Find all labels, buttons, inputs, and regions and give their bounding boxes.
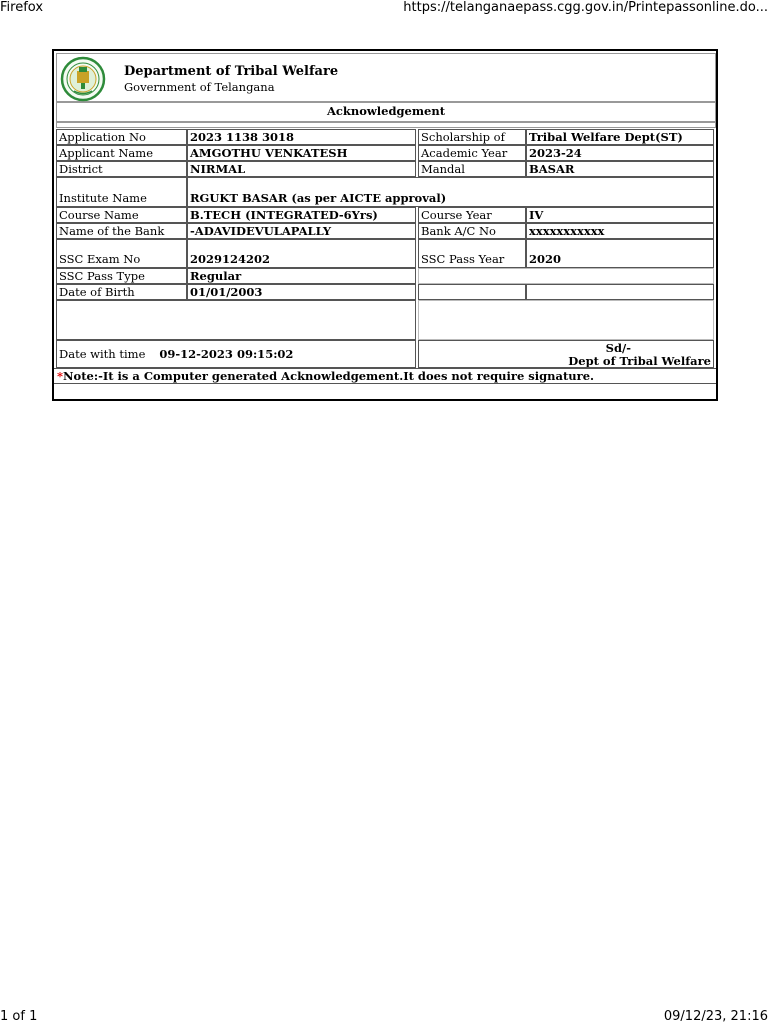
date-of-birth-label: Date of Birth [56,284,187,300]
applicant-name-value: AMGOTHU VENKATESH [187,145,416,161]
institute-name-value: RGUKT BASAR (as per AICTE approval) [190,191,447,205]
course-name-value: B.TECH (INTEGRATED-6Yrs) [187,207,416,223]
computer-generated-note [54,368,716,384]
ssc-exam-no-value: 2029124202 [190,252,271,266]
ssc-pass-type-value: Regular [187,268,416,284]
bank-name-label: Name of the Bank [56,223,187,239]
empty-cell [418,300,714,340]
scholarship-of-label: Scholarship of [418,129,526,145]
application-no-value: 2023 1138 3018 [187,129,416,145]
government-subtitle: Government of Telangana [124,80,275,94]
ssc-pass-year-value: 2020 [529,252,562,266]
ssc-pass-year-value-cell [526,239,714,268]
ssc-exam-no-label-cell [56,239,187,268]
acknowledgement-form [52,49,718,401]
applicant-name-label: Applicant Name [56,145,187,161]
institute-name-label-cell [56,177,187,207]
scholarship-of-value: Tribal Welfare Dept(ST) [526,129,714,145]
date-with-time-value: 09-12-2023 09:15:02 [159,346,294,361]
academic-year-value: 2023-24 [526,145,714,161]
department-header [56,53,716,102]
empty-cell [418,268,714,284]
ssc-pass-type-label: SSC Pass Type [56,268,187,284]
ssc-exam-no-value-cell [187,239,416,268]
signing-authority: Dept of Tribal Welfare [568,354,711,368]
bank-name-value: -ADAVIDEVULAPALLY [187,223,416,239]
print-datetime: 09/12/23, 21:16 [663,1009,768,1024]
acknowledgement-heading-row [56,102,716,122]
application-no-label: Application No [56,129,187,145]
department-title: Department of Tribal Welfare [124,64,339,79]
date-with-time-label: Date with time [59,346,146,361]
date-of-birth-value: 01/01/2003 [187,284,416,300]
course-year-value: IV [526,207,714,223]
ssc-pass-year-label: SSC Pass Year [421,252,505,266]
page-count: 1 of 1 [0,1009,38,1024]
note-asterisk: * [57,369,64,383]
empty-cell [418,284,526,300]
course-name-label: Course Name [56,207,187,223]
institute-name-label: Institute Name [59,191,147,205]
ssc-pass-year-label-cell [418,239,526,268]
mandal-label: Mandal [418,161,526,177]
mandal-value: BASAR [526,161,714,177]
district-label: District [56,161,187,177]
empty-cell [526,284,714,300]
bank-ac-no-label: Bank A/C No [418,223,526,239]
acknowledgement-title: Acknowledgement [326,104,446,118]
bank-ac-no-value: xxxxxxxxxxx [526,223,714,239]
note-text: Note:-It is a Computer generated Acknowledgement.It does not require signature. [63,369,595,383]
spacer-row [56,122,716,128]
institute-name-value-cell [187,177,714,207]
date-with-time-cell [56,340,416,368]
academic-year-label: Academic Year [418,145,526,161]
sd-mark: Sd/- [605,341,631,355]
page-url: https://telanganaepass.cgg.gov.in/Printepassonline.do... [403,0,768,15]
ssc-exam-no-label: SSC Exam No [59,252,141,266]
browser-app-name: Firefox [0,0,44,15]
course-year-label: Course Year [418,207,526,223]
telangana-emblem-icon [60,56,106,102]
signature-block [418,340,714,368]
empty-cell [56,300,416,340]
district-value: NIRMAL [187,161,416,177]
